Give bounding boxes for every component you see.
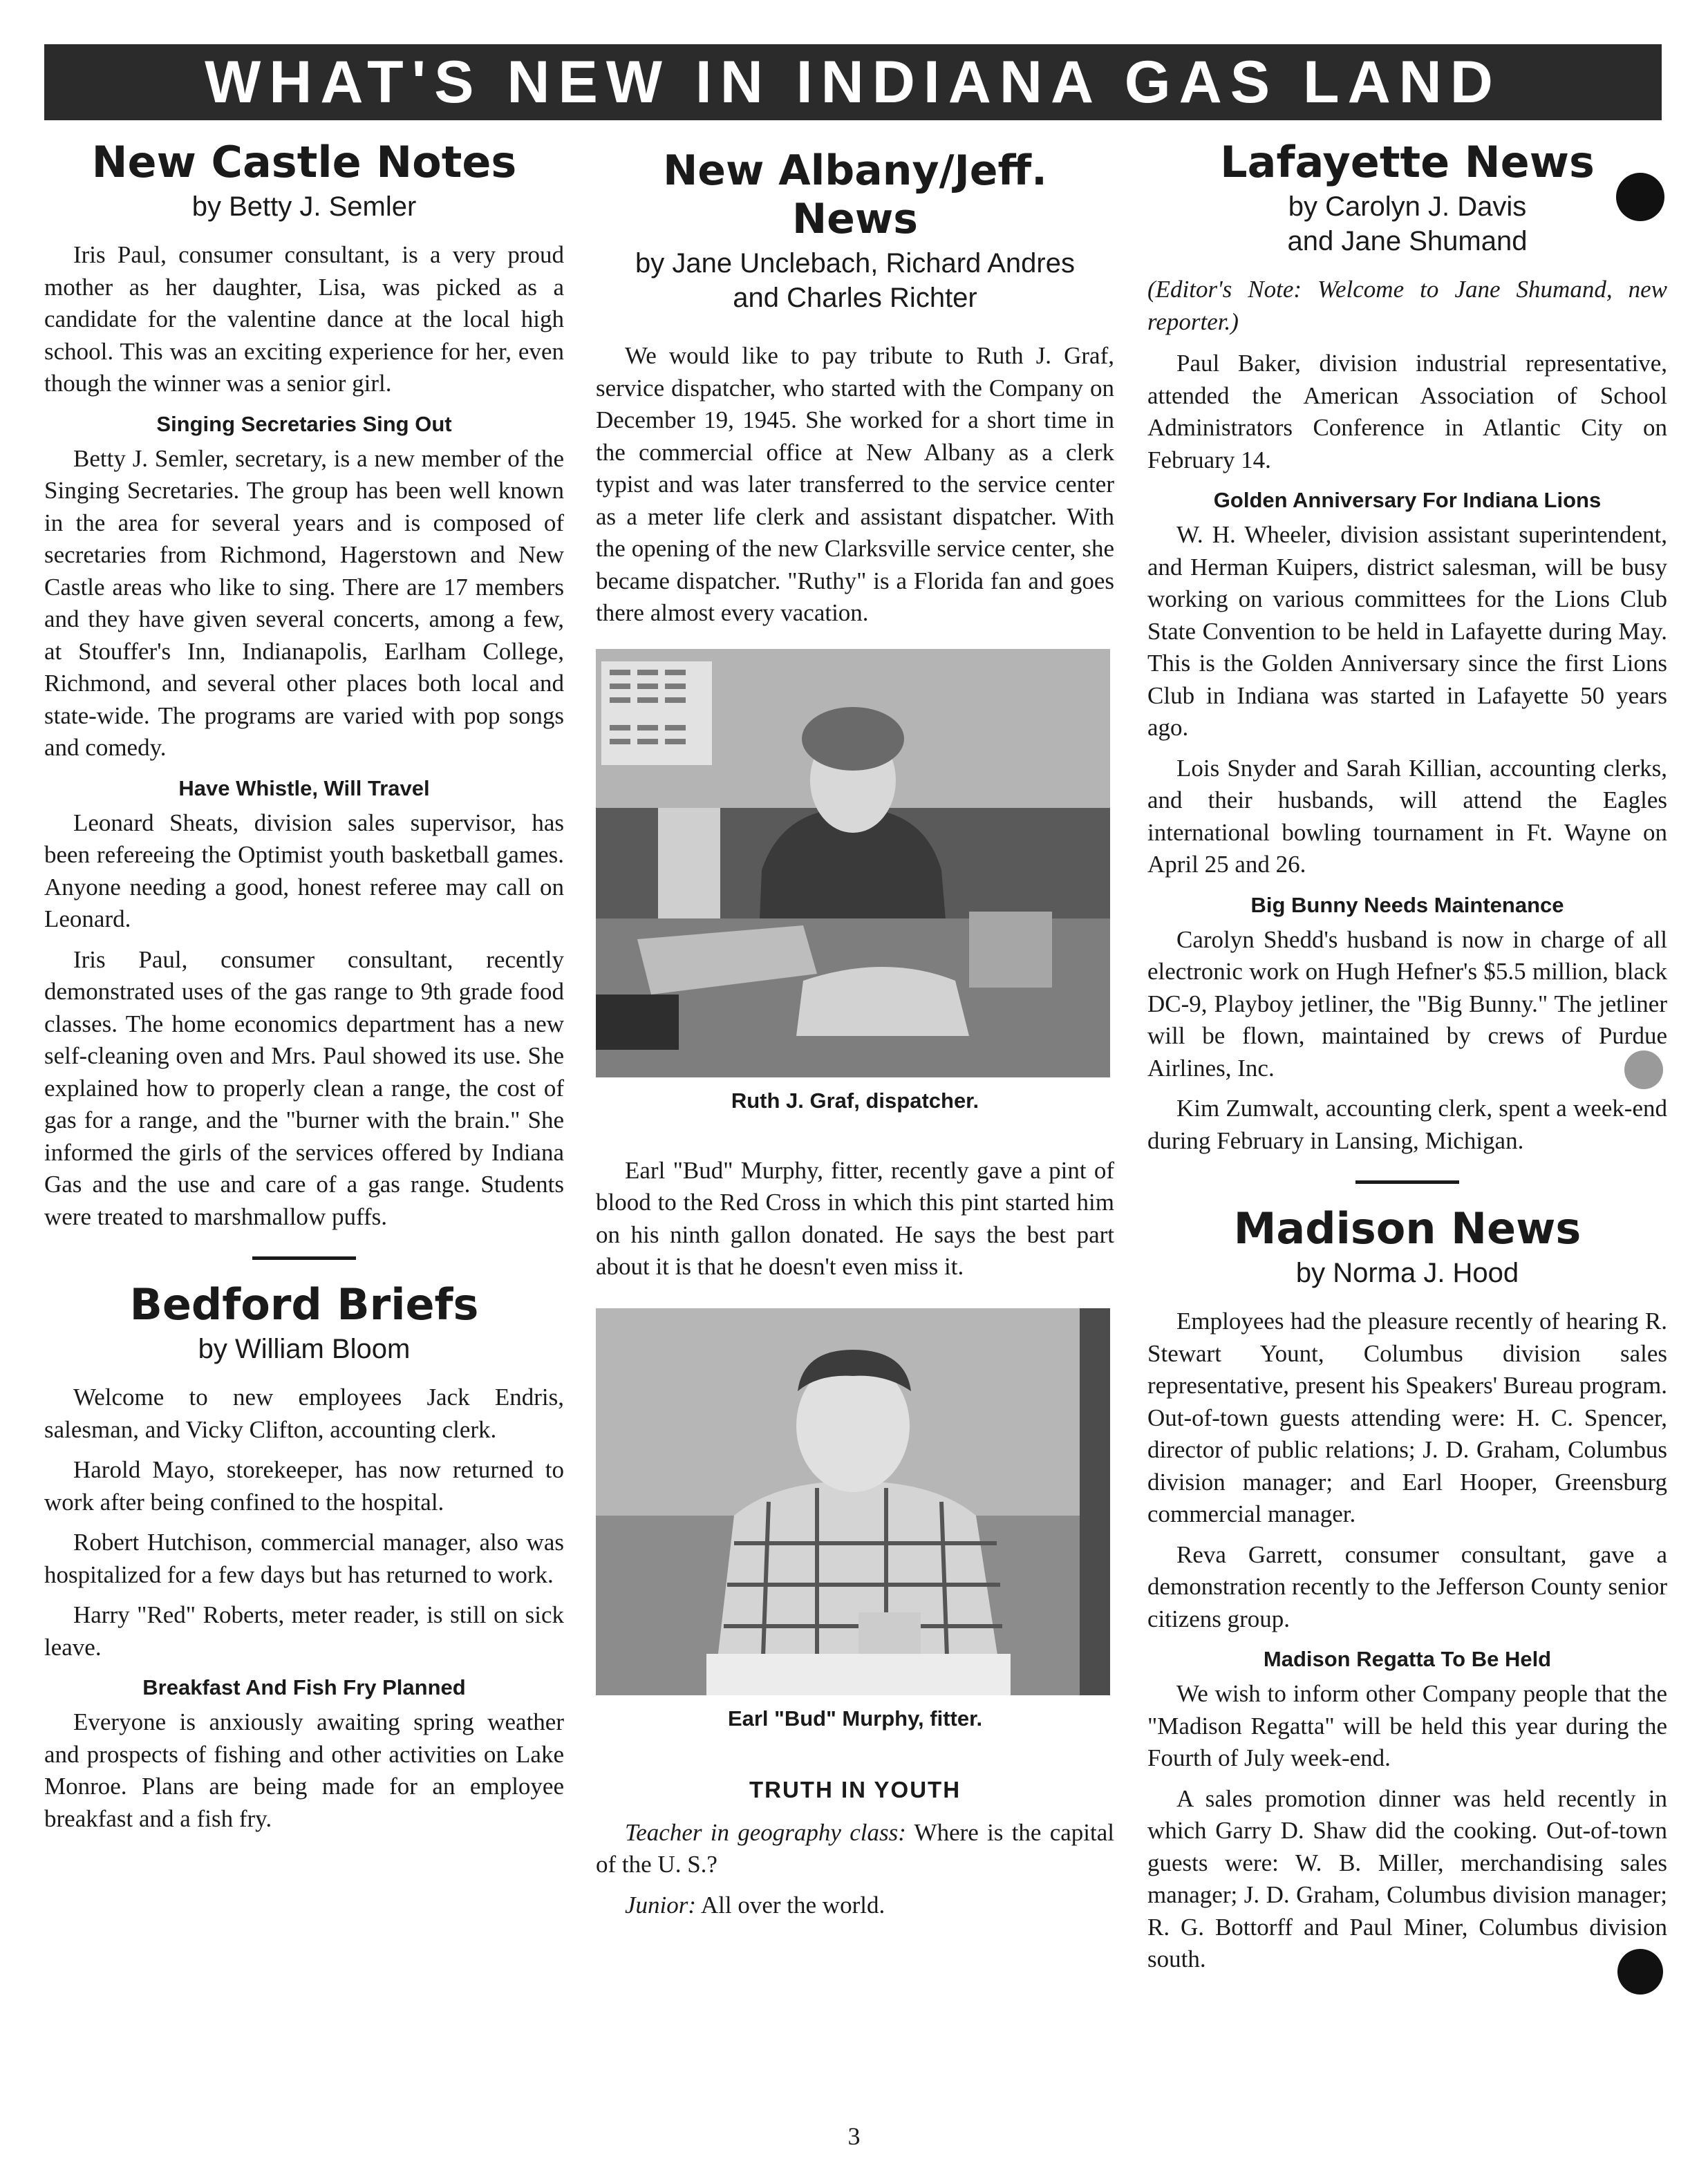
new-castle-subhead: Singing Secretaries Sing Out bbox=[156, 411, 452, 436]
lafayette-paragraph: Paul Baker, division industrial representative, attended the American Association of School Administrators Conference in Atlantic City on February 14. bbox=[1147, 350, 1667, 473]
bedford-paragraph: Robert Hutchison, commercial manager, also was hospitalized for a few days but has returned to work. bbox=[44, 1529, 564, 1588]
bedford-paragraph: Harold Mayo, storekeeper, has now returned to work after being confined to the hospital. bbox=[44, 1456, 564, 1516]
bedford-subhead: Breakfast And Fish Fry Planned bbox=[142, 1675, 466, 1699]
earl-murphy-photo bbox=[596, 1308, 1110, 1695]
truth-answer-text: All over the world. bbox=[696, 1891, 885, 1919]
madison-paragraph: Reva Garrett, consumer consultant, gave a demonstration recently to the Jefferson County senior citizens group. bbox=[1147, 1540, 1667, 1632]
punch-hole-mark bbox=[1616, 173, 1664, 221]
ruth-graf-caption: Ruth J. Graf, dispatcher. bbox=[731, 1088, 979, 1113]
new-castle-paragraph: Betty J. Semler, secretary, is a new member of the Singing Secretaries. The group has been well known in the area for several years and is composed of secretaries from Richmond, Hagerstown and New Castle areas who like to sing. There are 17 members and they have given several concerts, among a few, at Stouffer's Inn, Indianapolis, Earlham College, Richmond, and several other places both local and state-wide. The programs are varied with pop songs and comedy. bbox=[44, 444, 564, 761]
page-banner: WHAT'S NEW IN INDIANA GAS LAND bbox=[44, 44, 1662, 120]
column-left bbox=[44, 138, 564, 1843]
editors-note: (Editor's Note: Welcome to Jane Shumand, new reporter.) bbox=[1147, 276, 1667, 335]
madison-title: Madison News bbox=[1233, 1203, 1582, 1254]
new-castle-title: New Castle Notes bbox=[91, 137, 517, 187]
new-castle-paragraph: Iris Paul, consumer consultant, recently demonstrated uses of the gas range to 9th grade food classes. The home economics department has a new self-cleaning oven and Mrs. Paul showed its use. She explained how to properly clean a range, the cost of gas for a range, and the "burner with the brain." She informed the girls of the services offered by Indiana Gas and the use and care of a gas range. Students were treated to marshmallow puffs. bbox=[44, 945, 564, 1230]
column-middle bbox=[596, 138, 1114, 1930]
lafayette-paragraph: Kim Zumwalt, accounting clerk, spent a week-end during February in Lansing, Michigan. bbox=[1147, 1095, 1667, 1154]
bedford-paragraph: Welcome to new employees Jack Endris, salesman, and Vicky Clifton, accounting clerk. bbox=[44, 1384, 564, 1443]
bedford-title: Bedford Briefs bbox=[129, 1279, 479, 1330]
new-castle-paragraph: Leonard Sheats, division sales supervisor, has been refereeing the Optimist youth basketball games. Anyone needing a good, honest referee may call on Leonard. bbox=[44, 809, 564, 932]
truth-answer bbox=[596, 1889, 1114, 1922]
new-albany-paragraph: We would like to pay tribute to Ruth J. Graf, service dispatcher, who started with the Company on December 19, 1945. She worked for a short time in the commercial office at New Albany as a clerk typist and was later transferred to the service center as a meter life clerk and assistant dispatcher. With the opening of the new Clarksville service center, she became dispatcher. "Ruthy" is a Florida fan and goes there almost every vacation. bbox=[596, 342, 1114, 626]
lafayette-paragraph: Carolyn Shedd's husband is now in charge of all electronic work on Hugh Hefner's $5.5 million, black DC-9, Playboy jetliner, the "Big Bunny." The jetliner will be flown, maintained by crews of Purdue Airlines, Inc. bbox=[1147, 925, 1667, 1082]
ruth-graf-photo-image bbox=[596, 649, 1110, 1077]
truth-answer-label: Junior: bbox=[625, 1891, 697, 1919]
bedford-paragraph: Everyone is anxiously awaiting spring weather and prospects of fishing and other activities on Lake Monroe. Plans are being made for an employee breakfast and a fish fry. bbox=[44, 1708, 564, 1832]
truth-in-youth-heading: TRUTH IN YOUTH bbox=[749, 1776, 961, 1802]
bedford-byline: by William Bloom bbox=[198, 1334, 411, 1364]
madison-paragraph: We wish to inform other Company people that the "Madison Regatta" will be held this year during the Fourth of July week-end. bbox=[1147, 1680, 1667, 1771]
madison-subhead: Madison Regatta To Be Held bbox=[1263, 1647, 1552, 1671]
new-albany-byline-line1: by Jane Unclebach, Richard Andres bbox=[635, 248, 1075, 279]
new-albany-paragraph: Earl "Bud" Murphy, fitter, recently gave a pint of blood to the Red Cross in which this pint started him on his ninth gallon donated. He says the best part about it is that he doesn't even miss it. bbox=[596, 1156, 1114, 1280]
punch-hole-mark bbox=[1617, 1949, 1663, 1995]
earl-murphy-caption: Earl "Bud" Murphy, fitter. bbox=[727, 1706, 983, 1731]
truth-question bbox=[596, 1817, 1114, 1881]
column-right bbox=[1147, 138, 1667, 1984]
punch-hole-mark bbox=[1624, 1050, 1663, 1089]
lafayette-paragraph: Lois Snyder and Sarah Killian, accounting clerks, and their husbands, will attend the Eagles international bowling tournament in Ft. Wayne on April 25 and 26. bbox=[1147, 754, 1667, 878]
page-number: 3 bbox=[847, 2122, 861, 2150]
lafayette-subhead: Golden Anniversary For Indiana Lions bbox=[1213, 488, 1602, 512]
lafayette-byline-line1: by Carolyn J. Davis bbox=[1288, 191, 1527, 222]
new-castle-paragraph: Iris Paul, consumer consultant, is a very proud mother as her daughter, Lisa, was picked as a candidate for the valentine dance at the local high school. This was an exciting experience for her, even though the winner was a senior girl. bbox=[44, 241, 564, 397]
section-divider bbox=[1355, 1180, 1459, 1184]
bedford-paragraph: Harry "Red" Roberts, meter reader, is still on sick leave. bbox=[44, 1601, 564, 1661]
new-castle-byline: by Betty J. Semler bbox=[191, 191, 417, 222]
lafayette-paragraph: W. H. Wheeler, division assistant superintendent, and Herman Kuipers, district salesman, will be busy working on various committees for the Lions Club State Convention to be held in Lafayette during May. This is the Golden Anniversary since the first Lions Club in Indiana was started in Lafayette 50 years ago. bbox=[1147, 521, 1667, 741]
lafayette-subhead: Big Bunny Needs Maintenance bbox=[1250, 892, 1564, 917]
new-albany-byline-line2: and Charles Richter bbox=[733, 283, 977, 313]
section-divider bbox=[252, 1256, 356, 1260]
earl-murphy-photo-image bbox=[596, 1308, 1110, 1695]
new-castle-subhead: Have Whistle, Will Travel bbox=[178, 775, 430, 800]
madison-paragraph: Employees had the pleasure recently of hearing R. Stewart Yount, Columbus division sales representative, present his Speakers' Bureau program. Out-of-town guests attending were: H. C. Spencer, director of public relations; J. D. Graham, Columbus division manager; and Earl Hooper, Greensburg commercial manager. bbox=[1147, 1308, 1667, 1527]
ruth-graf-photo bbox=[596, 649, 1110, 1077]
madison-byline: by Norma J. Hood bbox=[1295, 1258, 1519, 1288]
lafayette-title: Lafayette News bbox=[1220, 137, 1595, 187]
madison-paragraph: A sales promotion dinner was held recently in which Garry D. Shaw did the cooking. Out-of-town guests were: W. B. Miller, merchandising sales manager; J. D. Graham, Columbus division manager; R. G. Bottorff and Paul Miner, Columbus division south. bbox=[1147, 1784, 1667, 1972]
truth-question-text: Where is the capital of the U. S.? bbox=[596, 1818, 1115, 1878]
new-albany-title: New Albany/Jeff. News bbox=[663, 147, 1047, 243]
truth-question-label: Teacher in geography class: bbox=[625, 1818, 906, 1846]
lafayette-byline-line2: and Jane Shumand bbox=[1287, 226, 1528, 256]
